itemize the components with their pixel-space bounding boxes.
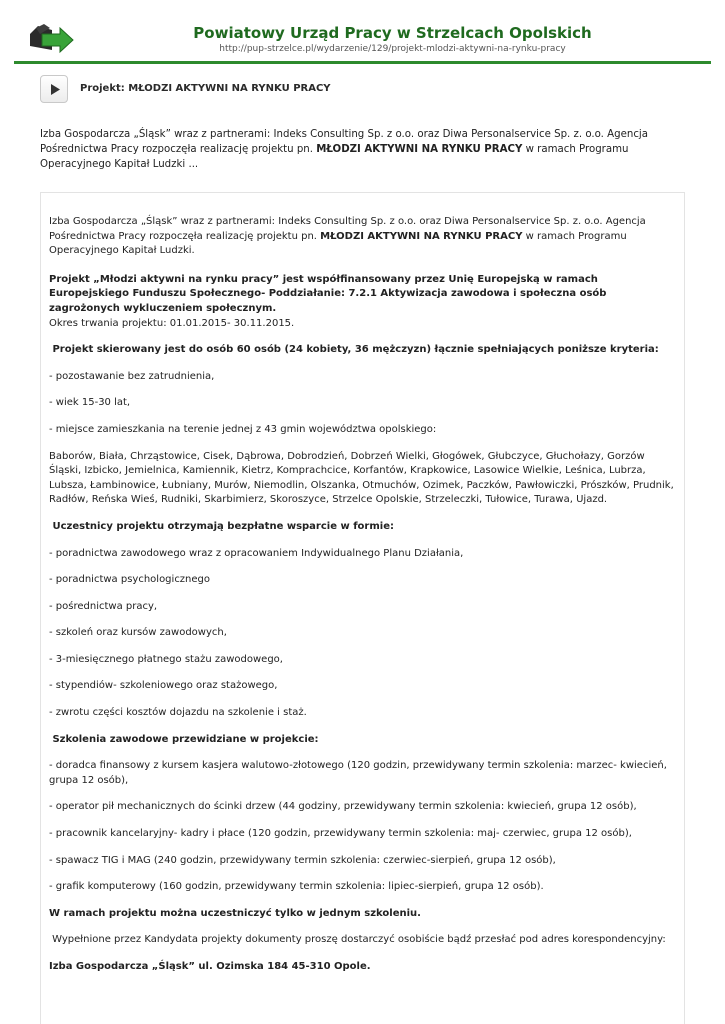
training-item: - doradca finansowy z kursem kasjera walutowo-złotowego (120 godzin, przewidywany termin szkolenia: marzec- kwiecień, grupa 12 osób), <box>49 760 667 786</box>
submit-note: Wypełnione przez Kandydata projekty dokumenty proszę dostarczyć osobiście bądź przesłać pod adres korespondencyjny: <box>49 934 666 946</box>
support-item: - pośrednictwa pracy, <box>49 600 158 612</box>
address: Izba Gospodarcza „Śląsk” ul. Ozimska 184 45-310 Opole. <box>49 961 371 972</box>
intro-paragraph <box>40 127 688 172</box>
support-item: - stypendiów- szkoleniowego oraz stażowego, <box>49 680 278 692</box>
page-header <box>0 0 725 62</box>
criteria-item: - pozostawanie bez zatrudnienia, <box>49 370 215 382</box>
lead-text-end: w ramach Programu Operacyjnego Kapitał Ludzki. <box>49 230 627 257</box>
target-heading: Projekt skierowany jest do osób 60 osób (24 kobiety, 36 mężczyzn) łącznie spełniających poniższe kryteria: <box>49 344 659 356</box>
training-item: - spawacz TIG i MAG (240 godzin, przewidywany termin szkolenia: czerwiec-sierpień, grupa 12 osób), <box>49 854 556 866</box>
lead-text: Izba Gospodarcza „Śląsk” wraz z partnerami: Indeks Consulting Sp. z o.o. oraz Diwa Personalservice Sp. z. o.o. Agencja Pośrednictwa Pracy rozpoczęła realizację projektu pn. <box>49 216 646 242</box>
training-heading: Szkolenia zawodowe przewidziane w projekcie: <box>49 733 319 745</box>
support-item: - zwrotu części kosztów dojazdu na szkolenie i staż. <box>49 707 307 719</box>
duration-text: Okres trwania projektu: 01.01.2015- 30.11.2015. <box>49 317 295 329</box>
lead-paragraph <box>49 215 679 259</box>
cofinance-statement: Projekt „Młodzi aktywni na rynku pracy” jest współfinansowany przez Unię Europejską w ramach Europejskiego Funduszu Społecznego- Poddziałanie: 7.2.1 Aktywizacja zawodowa i społeczna osób zagrożonych wykluczeniem społecznym. <box>49 273 607 314</box>
play-icon[interactable] <box>40 75 68 103</box>
support-item: - 3-miesięcznego płatnego stażu zawodowego, <box>49 653 283 665</box>
training-item: - operator pił mechanicznych do ścinki drzew (44 godziny, przewidywany termin szkolenia: kwiecień, grupa 12 osób), <box>49 801 637 813</box>
support-heading: Uczestnicy projektu otrzymają bezpłatne wsparcie w formie: <box>49 520 394 532</box>
criteria-item: - miejsce zamieszkania na terenie jednej z 43 gmin województwa opolskiego: <box>49 423 437 435</box>
lead-project-name: MŁODZI AKTYWNI NA RYNKU PRACY <box>320 230 523 242</box>
support-item: - poradnictwa psychologicznego <box>49 574 211 586</box>
one-training-note: W ramach projektu można uczestniczyć tylko w jednym szkoleniu. <box>49 907 421 919</box>
support-item: - szkoleń oraz kursów zawodowych, <box>49 627 227 639</box>
article-content <box>49 215 679 975</box>
site-title: Powiatowy Urząd Pracy w Strzelcach Opolskich <box>193 24 592 42</box>
intro-project-name: MŁODZI AKTYWNI NA RYNKU PRACY <box>316 144 523 155</box>
criteria-item: - wiek 15-30 lat, <box>49 397 131 409</box>
training-item: - grafik komputerowy (160 godzin, przewidywany termin szkolenia: lipiec-sierpień, grupa 12 osób). <box>49 881 544 893</box>
intro-text: Izba Gospodarcza „Śląsk” wraz z partnerami: Indeks Consulting Sp. z o.o. oraz Diwa Personalservice Sp. z. o.o. Agencja Pośrednictwa Pracy rozpoczęła realizację projektu pn. <box>40 129 648 155</box>
header-divider <box>14 61 711 64</box>
project-title: Projekt: MŁODZI AKTYWNI NA RYNKU PRACY <box>80 83 331 94</box>
page-url: http://pup-strzelce.pl/wydarzenie/129/projekt-mlodzi-aktywni-na-rynku-pracy <box>219 44 566 54</box>
training-item: - pracownik kancelaryjny- kadry i płace (120 godzin, przewidywany termin szkolenia: maj- czerwiec, grupa 12 osób), <box>49 828 632 840</box>
support-item: - poradnictwa zawodowego wraz z opracowaniem Indywidualnego Planu Działania, <box>49 547 464 559</box>
intro-text-end: w ramach Programu Operacyjnego Kapitał Ludzki ... <box>40 144 629 170</box>
gminy-list: Baborów, Biała, Chrząstowice, Cisek, Dąbrowa, Dobrodzień, Dobrzeń Wielki, Głogówek, Głubczyce, Głuchołazy, Gorzów Śląski, Izbicko, Jemielnica, Kamiennik, Kietrz, Komprachcice, Korfantów, Krapkowice, Lasowice Wielkie, Leśnica, Lubrza, Lubsza, Łambinowice, Łubniany, Murów, Niemodlin, Olszanka, Otmuchów, Ozimek, Paczków, Pawłowiczki, Prószków, Prudnik, Radłów, Reńska Wieś, Rudniki, Skarbimierz, Skoroszyce, Strzelce Opolskie, Strzeleczki, Tułowice, Turawa, Ujazd. <box>49 450 674 506</box>
